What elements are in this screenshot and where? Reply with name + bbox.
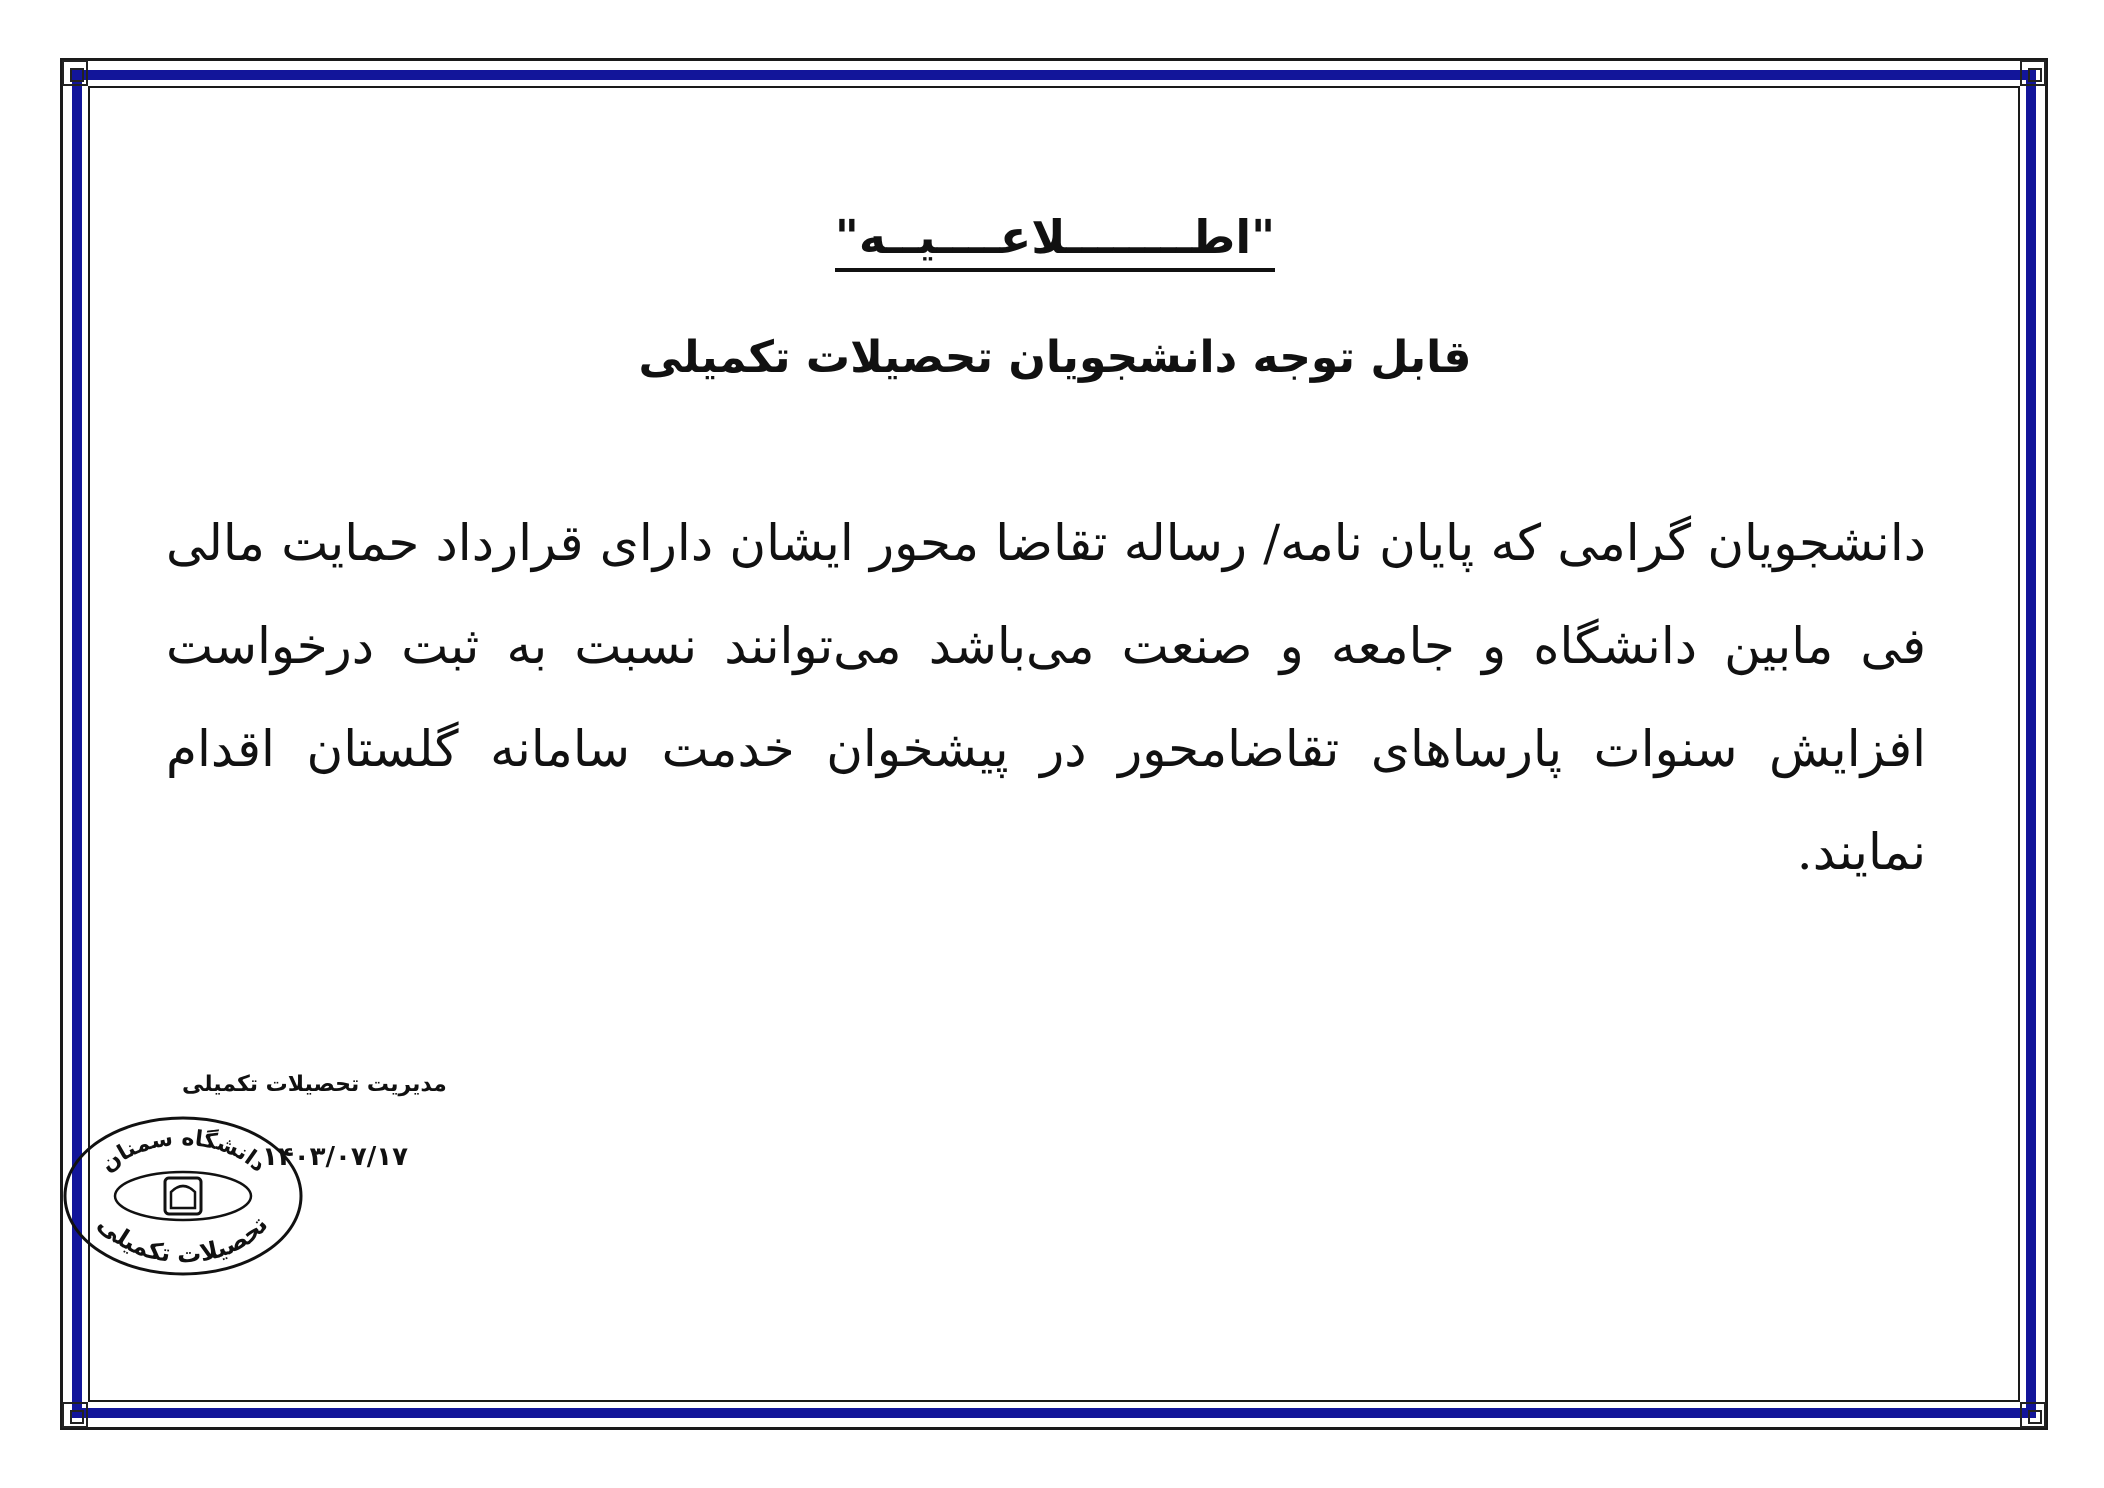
- office-name: مدیریت تحصیلات تکمیلی: [182, 1072, 447, 1097]
- notice-body: دانشجویان گرامی که پایان نامه/ رساله تقاضا محور ایشان دارای قرارداد حمایت مالی فی مابین دانشگاه و جامعه و صنعت می‌باشد می‌توانند نسبت به ثبت درخواست افزایش سنوات پارساهای تقاضامحور در پیشخوان خدمت سامانه گلستان اقدام نمایند.: [166, 514, 1926, 881]
- stamp-bottom-text: تحصیلات تکمیلی: [92, 1209, 274, 1269]
- border-corner-ornament: [62, 1402, 88, 1428]
- notice-heading-text: "اطــــــــلاعــــیــه": [835, 210, 1275, 272]
- notice-subheading: قابل توجه دانشجویان تحصیلات تکمیلی: [638, 332, 1472, 383]
- signoff-block: [182, 1072, 482, 1172]
- border-corner-ornament: [2020, 1402, 2046, 1428]
- border-corner-ornament: [2020, 60, 2046, 86]
- notice-heading: [120, 210, 1990, 264]
- notice-date: ۱۴۰۳/۰۷/۱۷: [262, 1142, 408, 1172]
- stamp-top-text: دانشگاه سمنان: [95, 1125, 271, 1178]
- notice-document: [120, 120, 1990, 1380]
- border-corner-ornament: [62, 60, 88, 86]
- university-stamp-icon: [58, 1112, 308, 1280]
